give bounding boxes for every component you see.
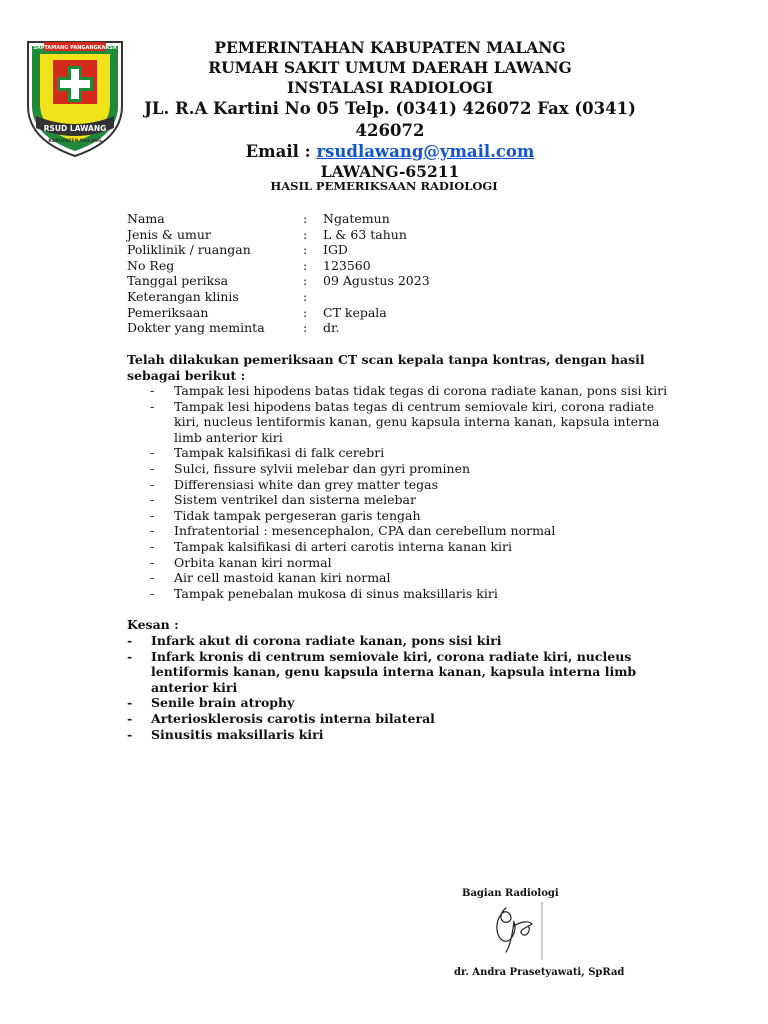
bullet-dash: - — [150, 383, 155, 398]
info-colon: : — [303, 211, 308, 226]
info-row-jenis-umur — [127, 227, 430, 243]
info-label: Pemeriksaan — [127, 304, 209, 320]
finding-item — [150, 523, 670, 539]
bullet-dash: - — [127, 710, 133, 726]
info-row-no-reg — [127, 258, 430, 274]
finding-text: Air cell mastoid kanan kiri normal — [174, 570, 391, 586]
header-government: PEMERINTAHAN KABUPATEN MALANG — [214, 38, 566, 57]
info-value: dr. — [323, 320, 340, 336]
signature-department: Bagian Radiologi — [462, 888, 559, 899]
logo-sub-text: KABUPATEN MALANG — [48, 139, 102, 144]
header-email-line — [130, 142, 650, 162]
info-value: CT kepala — [323, 304, 387, 320]
kesan-list — [127, 633, 667, 742]
info-colon: : — [303, 242, 308, 258]
findings-list — [150, 383, 670, 601]
info-label: Nama — [127, 211, 165, 226]
finding-text: Tampak lesi hipodens batas tidak tegas di corona radiate kanan, pons sisi kiri — [174, 383, 668, 398]
finding-item — [150, 508, 670, 524]
bullet-dash: - — [150, 460, 155, 476]
bullet-dash: - — [150, 538, 155, 554]
bullet-dash: - — [127, 726, 133, 742]
finding-item — [150, 492, 670, 508]
kesan-item — [127, 727, 667, 743]
info-colon: : — [303, 304, 308, 320]
bullet-dash: - — [127, 695, 133, 711]
finding-text: Orbita kanan kiri normal — [174, 554, 332, 570]
patient-info — [127, 211, 430, 336]
header-hospital: RUMAH SAKIT UMUM DAERAH LAWANG — [208, 58, 572, 77]
email-label: Email : — [245, 142, 317, 161]
logo-name-text: RSUD LAWANG — [43, 124, 107, 133]
info-label: Keterangan klinis — [127, 288, 239, 304]
finding-text: Sulci, fissure sylvii melebar dan gyri prominen — [174, 460, 471, 476]
email-link[interactable]: rsudlawang@ymail.com — [316, 142, 535, 161]
bullet-dash: - — [150, 570, 155, 586]
info-colon: : — [303, 273, 308, 289]
kesan-item — [127, 633, 667, 649]
finding-text: Tampak penebalan mukosa di sinus maksillaris kiri — [174, 585, 498, 601]
bullet-dash: - — [150, 398, 155, 414]
finding-item — [150, 539, 670, 555]
info-value: Ngatemun — [323, 211, 390, 226]
logo-cross-horizontal-inner — [60, 80, 90, 88]
header-postal: LAWANG-65211 — [320, 162, 460, 181]
info-value: IGD — [323, 242, 348, 258]
info-row-poliklinik — [127, 242, 430, 258]
hospital-logo — [20, 36, 130, 160]
kesan-text: Infark akut di corona radiate kanan, pons sisi kiri — [151, 633, 502, 648]
bullet-dash: - — [150, 523, 155, 539]
report-title: HASIL PEMERIKSAAN RADIOLOGI — [270, 179, 498, 193]
bullet-dash: - — [150, 554, 155, 570]
finding-text: Tampak kalsifikasi di arteri carotis interna kanan kiri — [174, 538, 513, 554]
kesan-item — [127, 695, 667, 711]
findings-intro: Telah dilakukan pemeriksaan CT scan kepala tanpa kontras, dengan hasil sebagai berikut : — [127, 352, 645, 383]
bullet-dash: - — [127, 648, 133, 664]
kesan-item — [127, 711, 667, 727]
finding-item — [150, 399, 670, 446]
finding-item — [150, 555, 670, 571]
info-label: Jenis & umur — [127, 226, 211, 242]
kesan-label: Kesan : — [127, 617, 179, 632]
finding-text: Tidak tampak pergeseran garis tengah — [174, 507, 421, 523]
info-label: Tanggal periksa — [127, 273, 229, 289]
finding-item — [150, 586, 670, 602]
kesan-text: Infark kronis di centrum semiovale kiri, corona radiate kiri, nucleus lentiformis kanan, genu kapsula interna kanan, kapsula interna limb anterior kiri — [151, 648, 637, 695]
finding-text: Sistem ventrikel dan sisterna melebar — [174, 492, 416, 508]
logo-banner-text: SAPTAMANG PANGANGKARSA — [33, 45, 117, 51]
header-address: JL. R.A Kartini No 05 Telp. (0341) 426072 Fax (0341) 426072 — [144, 99, 636, 140]
info-label: Dokter yang meminta — [127, 320, 265, 336]
kesan-text: Sinusitis maksillaris kiri — [151, 726, 324, 742]
bullet-dash: - — [150, 476, 155, 492]
info-label: No Reg — [127, 257, 175, 273]
info-label: Poliklinik / ruangan — [127, 242, 251, 258]
finding-item — [150, 383, 670, 399]
bullet-dash: - — [150, 585, 155, 601]
finding-item — [150, 477, 670, 493]
info-value: L & 63 tahun — [323, 226, 407, 242]
info-colon: : — [303, 257, 308, 273]
bullet-dash: - — [150, 445, 155, 461]
header-department: INSTALASI RADIOLOGI — [286, 78, 494, 97]
signature-stroke — [497, 908, 532, 952]
finding-item — [150, 445, 670, 461]
info-row-pemeriksaan — [127, 305, 430, 321]
finding-text: Tampak kalsifikasi di falk cerebri — [174, 445, 385, 461]
info-colon: : — [303, 320, 308, 336]
kesan-text: Arteriosklerosis carotis interna bilateral — [151, 710, 435, 726]
finding-text: Differensiasi white dan grey matter tegas — [174, 476, 438, 492]
bullet-dash: - — [127, 633, 133, 648]
info-row-tanggal — [127, 273, 430, 289]
info-row-keterangan — [127, 289, 430, 305]
finding-item — [150, 461, 670, 477]
info-value: 123560 — [323, 257, 371, 273]
kesan-item — [127, 649, 667, 696]
info-colon: : — [303, 288, 308, 304]
handwritten-signature — [488, 900, 548, 962]
signature-doctor-name: dr. Andra Prasetyawati, SpRad — [454, 967, 625, 978]
info-row-dokter — [127, 320, 430, 336]
bullet-dash: - — [150, 492, 155, 508]
info-value: 09 Agustus 2023 — [323, 273, 430, 289]
finding-text: Tampak lesi hipodens batas tegas di centrum semiovale kiri, corona radiate kiri, nucleus lentiformis kanan, genu kapsula interna kanan, kapsula interna limb anterior kiri — [174, 398, 660, 445]
info-row-nama — [127, 211, 430, 227]
letterhead — [130, 38, 650, 182]
info-colon: : — [303, 226, 308, 242]
finding-text: Infratentorial : mesencephalon, CPA dan cerebellum normal — [174, 523, 556, 539]
kesan-text: Senile brain atrophy — [151, 695, 295, 711]
bullet-dash: - — [150, 507, 155, 523]
finding-item — [150, 570, 670, 586]
